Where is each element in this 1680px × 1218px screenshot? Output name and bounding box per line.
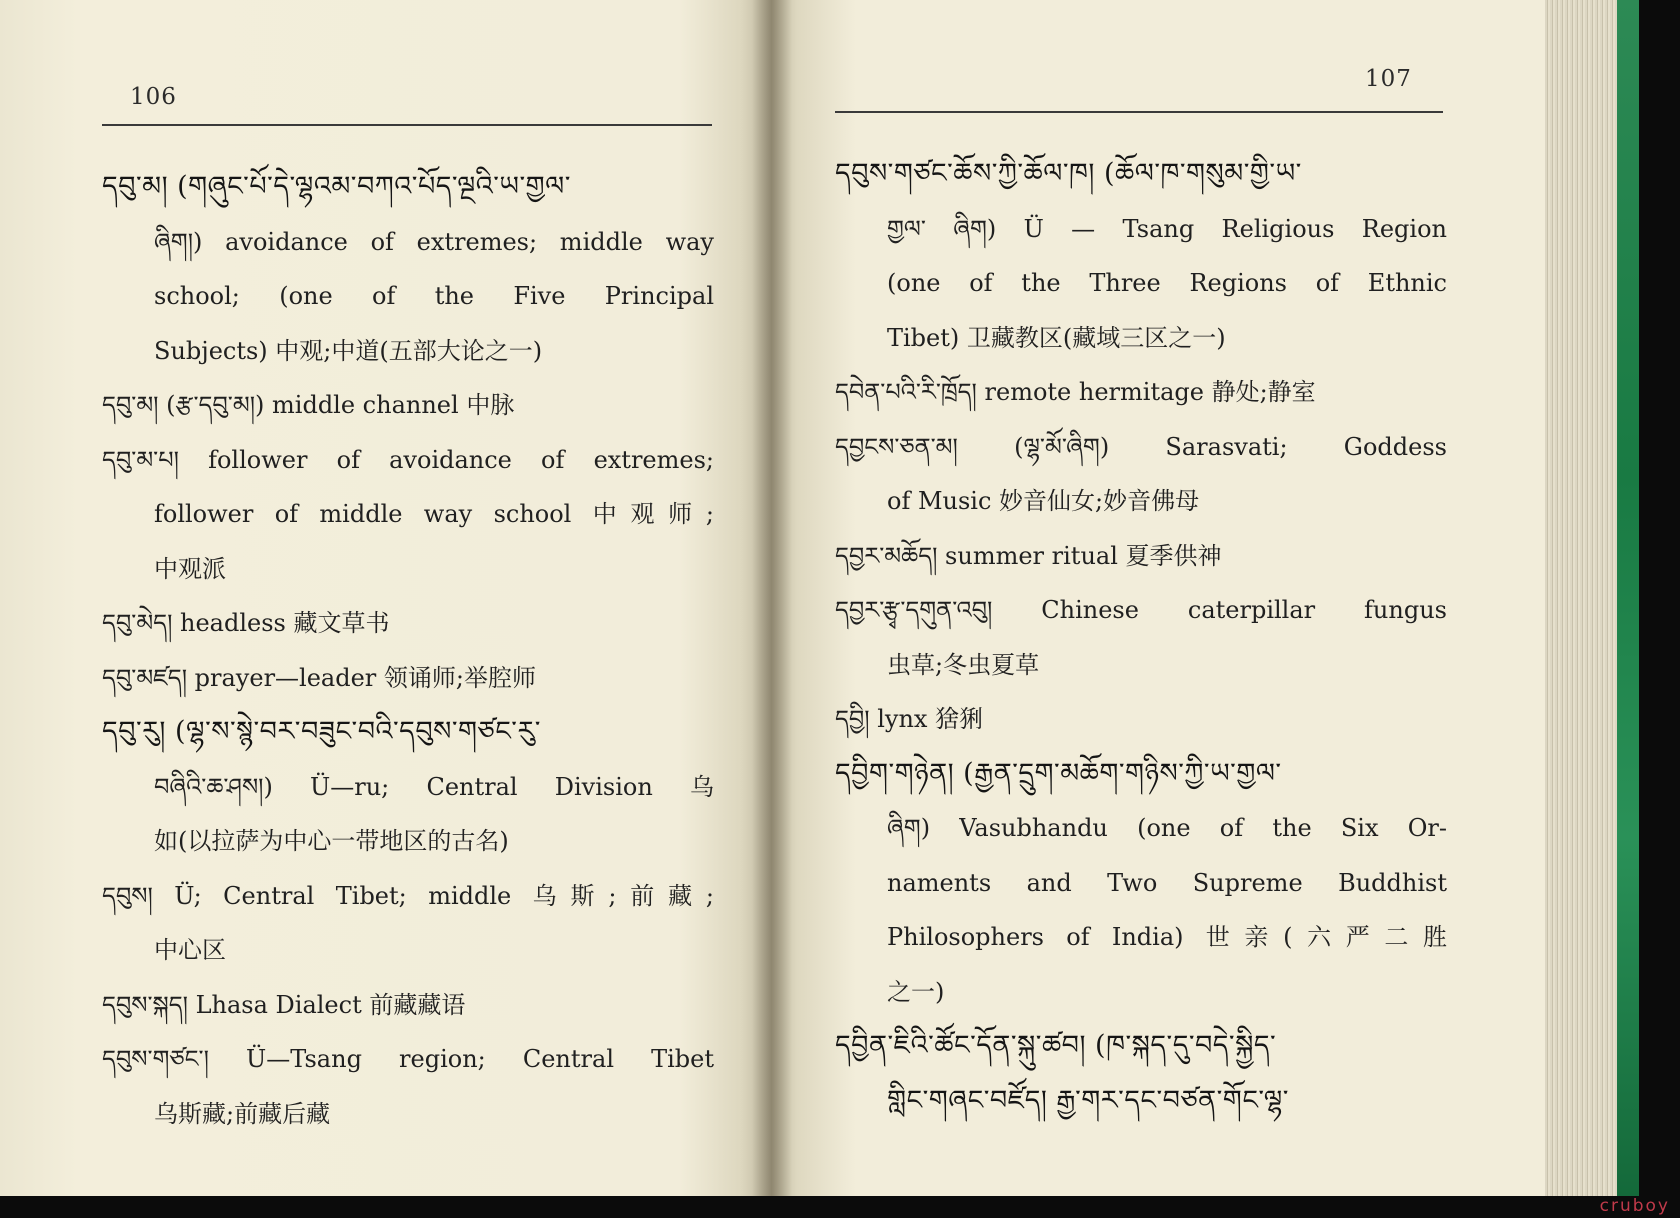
entry-line: Subjects) 中观;中道(五部大论之一) bbox=[154, 336, 543, 365]
entry-line: དབུ་མཛད། prayer—leader 领诵师;举腔师 bbox=[102, 663, 536, 692]
entry-line: དབེན་པའི་རི་ཁྲོད། remote hermitage 静处;静室 bbox=[835, 378, 1316, 406]
entry-line: school; (one of the Five Principal bbox=[154, 282, 714, 310]
left-page-entries bbox=[102, 160, 714, 1141]
entry-line: ཞིག།) avoidance of extremes; middle way bbox=[154, 227, 714, 256]
watermark: cruboy bbox=[1599, 1196, 1670, 1216]
entry-line: བཞིའི་ཆ་ཤས།) Ü—ru; Central Division 乌 bbox=[154, 772, 714, 801]
dictionary-entry bbox=[835, 529, 1447, 584]
entry-line: ཞིག) Vasubhandu (one of the Six Or- bbox=[887, 814, 1447, 842]
dictionary-entry bbox=[102, 160, 714, 378]
dictionary-entry bbox=[835, 747, 1447, 1020]
entry-line: དབུས་གཙང་ཆོས་ཀྱི་ཆོལ་ཁ། (ཆོལ་ཁ་གསུམ་གྱི་ཡ་ bbox=[835, 158, 1302, 189]
entry-line: 乌斯藏;前藏后藏 bbox=[154, 1099, 331, 1128]
dictionary-entry bbox=[835, 365, 1447, 420]
entry-line: དབུས་གཙང་། Ü—Tsang region; Central Tibet bbox=[102, 1045, 714, 1073]
green-cover-edge bbox=[1617, 0, 1639, 1196]
header-rule-right bbox=[835, 111, 1443, 113]
entry-line: Tibet) 卫藏教区(藏域三区之一) bbox=[887, 323, 1226, 352]
entry-line: དབུ་མེད། headless 藏文草书 bbox=[102, 609, 390, 637]
entry-line: དབྱི། lynx 猞猁 bbox=[835, 705, 984, 733]
page-number-left: 106 bbox=[130, 84, 177, 110]
entry-line: དབུ་མ། (རྩ་དབུ་མ།) middle channel 中脉 bbox=[102, 391, 515, 419]
entry-line: དབྱར་རྩྭ་དགུན་འབུ། Chinese caterpillar fungus bbox=[835, 596, 1447, 624]
entry-line: དབུས་སྐད། Lhasa Dialect 前藏藏语 bbox=[102, 990, 466, 1019]
entry-line: གྱལ་ ཞིག) Ü — Tsang Religious Region bbox=[887, 214, 1447, 243]
dictionary-entry bbox=[102, 978, 714, 1033]
entry-line: (one of the Three Regions of Ethnic bbox=[887, 269, 1447, 297]
dictionary-entry bbox=[835, 420, 1447, 529]
entry-line: follower of middle way school 中观师; bbox=[154, 500, 714, 528]
header-rule-left bbox=[102, 124, 712, 126]
dictionary-entry bbox=[835, 1019, 1447, 1128]
entry-line: དབུ་མ་པ། follower of avoidance of extremes; bbox=[102, 445, 714, 474]
entry-line: དབུས། Ü; Central Tibet; middle 乌斯;前藏; bbox=[102, 881, 714, 910]
entry-line: 如(以拉萨为中心一带地区的古名) bbox=[154, 827, 509, 855]
entry-line: of Music 妙音仙女;妙音佛母 bbox=[887, 487, 1200, 515]
dictionary-entry bbox=[102, 596, 714, 651]
entry-line: 中观派 bbox=[154, 554, 226, 583]
entry-line: དབུ་རུ། (ལྷ་ས་སྙེ་བར་བཟུང་བའི་དབུས་གཙང་རུ་ bbox=[102, 716, 541, 747]
entry-line: 之一) bbox=[887, 977, 945, 1006]
entry-line: 虫草;冬虫夏草 bbox=[887, 650, 1040, 679]
entry-line: དབྱིན་ཇིའི་ཚོང་དོན་སྐུ་ཚབ། (ཁ་སྐད་དུ་བདེ་སྐྱིད་ bbox=[835, 1030, 1277, 1061]
dictionary-entry bbox=[835, 147, 1447, 365]
dictionary-entry bbox=[835, 692, 1447, 747]
page-edges bbox=[1545, 0, 1617, 1196]
entry-line: དབུ་མ། (གཞུང་པོ་དེ་ལྷའམ་བཀའ་པོད་ལྔའི་ཡ་གྱལ་ bbox=[102, 171, 571, 202]
page-number-right: 107 bbox=[1365, 66, 1412, 92]
entry-line: 中心区 bbox=[154, 936, 226, 964]
dictionary-entry bbox=[102, 651, 714, 706]
dictionary-entry bbox=[102, 705, 714, 869]
entry-line: གླིང་གཞང་བཛོད། རྒྱ་གར་དང་བཙན་གོང་ལྷ་ bbox=[887, 1084, 1289, 1116]
entry-line: དབྱིག་གཉེན། (རྒྱན་དྲུག་མཆོག་གཉིས་ཀྱི་ཡ་གྱལ་ bbox=[835, 757, 1282, 789]
dictionary-entry bbox=[102, 1032, 714, 1141]
entry-line: naments and Two Supreme Buddhist bbox=[887, 868, 1447, 897]
dictionary-entry bbox=[102, 433, 714, 597]
book-gutter bbox=[752, 0, 792, 1196]
entry-line: དབྱངས་ཅན་མ། (ལྷ་མོ་ཞིག) Sarasvati; Goddess bbox=[835, 432, 1447, 461]
dictionary-entry bbox=[835, 583, 1447, 692]
right-page-entries bbox=[835, 147, 1447, 1128]
entry-line: དབྱར་མཆོད། summer ritual 夏季供神 bbox=[835, 541, 1222, 570]
dictionary-entry bbox=[102, 378, 714, 433]
dictionary-entry bbox=[102, 869, 714, 978]
entry-line: Philosophers of India) 世亲(六严二胜 bbox=[887, 923, 1447, 951]
